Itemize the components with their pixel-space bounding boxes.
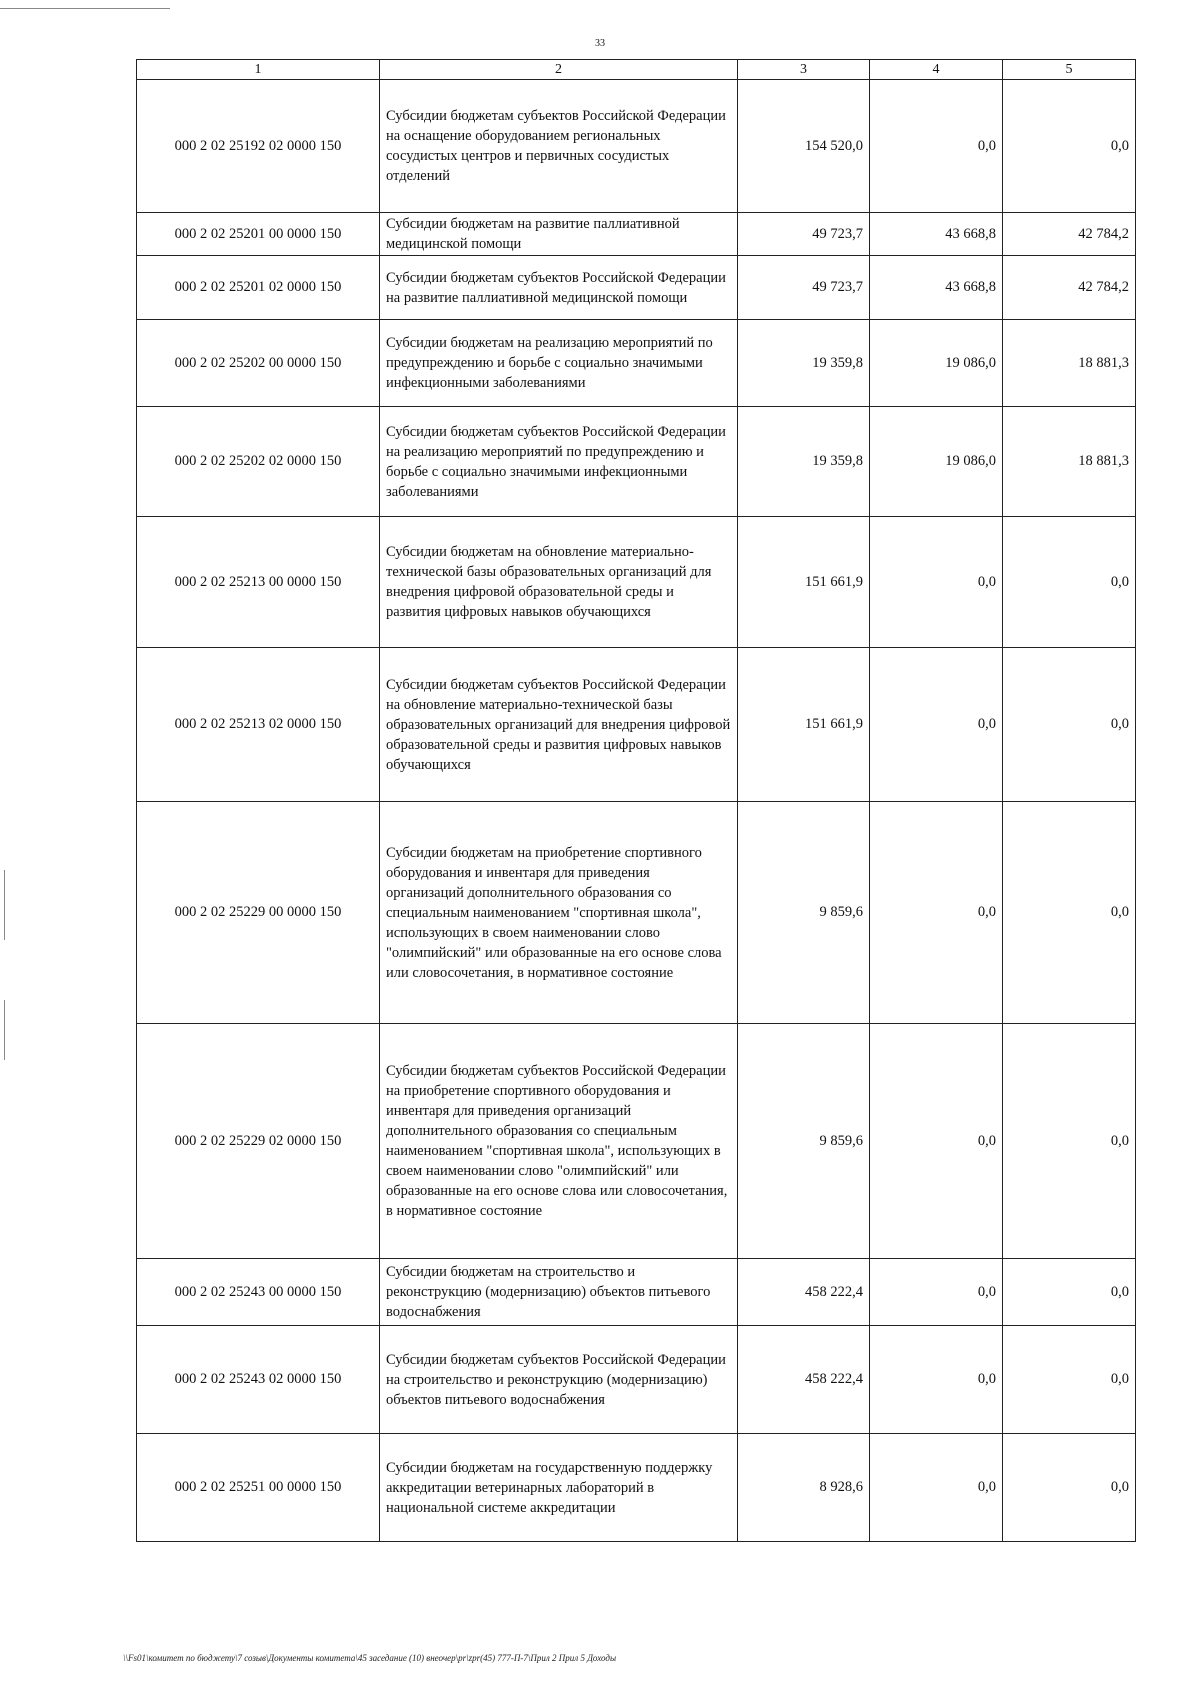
column-header: 4 (870, 60, 1003, 80)
value-col4: 0,0 (870, 1259, 1003, 1326)
budget-code: 000 2 02 25201 02 0000 150 (137, 256, 380, 320)
value-col5: 0,0 (1003, 80, 1136, 213)
value-col4: 0,0 (870, 1024, 1003, 1259)
value-col3: 49 723,7 (738, 256, 870, 320)
table-row (137, 213, 1136, 256)
value-col3: 9 859,6 (738, 802, 870, 1024)
value-col3: 458 222,4 (738, 1259, 870, 1326)
table-row (137, 1024, 1136, 1259)
column-header: 3 (738, 60, 870, 80)
table-row (137, 320, 1136, 407)
value-col4: 43 668,8 (870, 256, 1003, 320)
column-header: 5 (1003, 60, 1136, 80)
budget-code: 000 2 02 25202 00 0000 150 (137, 320, 380, 407)
budget-code: 000 2 02 25201 00 0000 150 (137, 213, 380, 256)
value-col5: 0,0 (1003, 802, 1136, 1024)
budget-code: 000 2 02 25229 00 0000 150 (137, 802, 380, 1024)
value-col3: 154 520,0 (738, 80, 870, 213)
table-row (137, 648, 1136, 802)
footer-file-path: \\Fs01\комитет по бюджету\7 созыв\Документы комитета\45 заседание (10) внеочер\pr\zpr(45) 777-П-7\Прил 2 Прил 5 Доходы (123, 1653, 617, 1663)
table-row (137, 407, 1136, 517)
revenue-description: Субсидии бюджетам субъектов Российской Федерации на реализацию мероприятий по предупреждению и борьбе с социально значимыми инфекционными заболеваниями (380, 407, 738, 517)
budget-code: 000 2 02 25192 02 0000 150 (137, 80, 380, 213)
value-col5: 0,0 (1003, 1259, 1136, 1326)
revenue-description: Субсидии бюджетам на развитие паллиативной медицинской помощи (380, 213, 738, 256)
value-col5: 18 881,3 (1003, 320, 1136, 407)
revenue-description: Субсидии бюджетам на обновление материально-технической базы образовательных организаций для внедрения цифровой образовательной среды и развития цифровых навыков обучающихся (380, 517, 738, 648)
scan-artifact (4, 870, 5, 940)
value-col5: 0,0 (1003, 648, 1136, 802)
value-col3: 9 859,6 (738, 1024, 870, 1259)
value-col4: 0,0 (870, 1326, 1003, 1434)
budget-code: 000 2 02 25213 00 0000 150 (137, 517, 380, 648)
budget-code: 000 2 02 25243 02 0000 150 (137, 1326, 380, 1434)
value-col5: 0,0 (1003, 1024, 1136, 1259)
budget-code: 000 2 02 25202 02 0000 150 (137, 407, 380, 517)
table-row (137, 1326, 1136, 1434)
value-col3: 458 222,4 (738, 1326, 870, 1434)
value-col4: 0,0 (870, 648, 1003, 802)
revenue-description: Субсидии бюджетам на строительство и реконструкцию (модернизацию) объектов питьевого водоснабжения (380, 1259, 738, 1326)
table-row (137, 1434, 1136, 1542)
revenue-description: Субсидии бюджетам на реализацию мероприятий по предупреждению и борьбе с социально значимыми инфекционными заболеваниями (380, 320, 738, 407)
value-col4: 0,0 (870, 80, 1003, 213)
value-col5: 0,0 (1003, 1434, 1136, 1542)
revenue-description: Субсидии бюджетам субъектов Российской Федерации на строительство и реконструкцию (модернизацию) объектов питьевого водоснабжения (380, 1326, 738, 1434)
scan-artifact (4, 1000, 5, 1060)
table-row (137, 256, 1136, 320)
value-col5: 0,0 (1003, 517, 1136, 648)
value-col4: 0,0 (870, 1434, 1003, 1542)
table-header-row (137, 60, 1136, 80)
value-col4: 43 668,8 (870, 213, 1003, 256)
column-header: 2 (380, 60, 738, 80)
revenue-table (136, 59, 1136, 1542)
value-col3: 19 359,8 (738, 320, 870, 407)
value-col3: 151 661,9 (738, 517, 870, 648)
budget-code: 000 2 02 25243 00 0000 150 (137, 1259, 380, 1326)
value-col3: 151 661,9 (738, 648, 870, 802)
value-col4: 19 086,0 (870, 407, 1003, 517)
revenue-description: Субсидии бюджетам на приобретение спортивного оборудования и инвентаря для приведения организаций дополнительного образования со специальным наименованием "спортивная школа", использующих в своем наименовании слово "олимпийский" или образованные на его основе слова или словосочетания, в нормативное состояние (380, 802, 738, 1024)
budget-code: 000 2 02 25251 00 0000 150 (137, 1434, 380, 1542)
value-col4: 0,0 (870, 517, 1003, 648)
value-col4: 19 086,0 (870, 320, 1003, 407)
revenue-description: Субсидии бюджетам субъектов Российской Федерации на развитие паллиативной медицинской помощи (380, 256, 738, 320)
revenue-description: Субсидии бюджетам на государственную поддержку аккредитации ветеринарных лабораторий в национальной системе аккредитации (380, 1434, 738, 1542)
page-number: 33 (595, 38, 605, 49)
revenue-description: Субсидии бюджетам субъектов Российской Федерации на оснащение оборудованием региональных сосудистых центров и первичных сосудистых отделений (380, 80, 738, 213)
table-row (137, 517, 1136, 648)
value-col4: 0,0 (870, 802, 1003, 1024)
value-col5: 42 784,2 (1003, 213, 1136, 256)
scan-artifact (0, 8, 170, 9)
value-col5: 0,0 (1003, 1326, 1136, 1434)
budget-code: 000 2 02 25229 02 0000 150 (137, 1024, 380, 1259)
table-row (137, 80, 1136, 213)
value-col5: 42 784,2 (1003, 256, 1136, 320)
value-col3: 49 723,7 (738, 213, 870, 256)
revenue-description: Субсидии бюджетам субъектов Российской Федерации на приобретение спортивного оборудования и инвентаря для приведения организаций дополнительного образования со специальным наименованием "спортивная школа", использующих в своем наименовании слово "олимпийский" или образованные на его основе слова или словосочетания, в нормативное состояние (380, 1024, 738, 1259)
table-row (137, 802, 1136, 1024)
table-row (137, 1259, 1136, 1326)
column-header: 1 (137, 60, 380, 80)
budget-code: 000 2 02 25213 02 0000 150 (137, 648, 380, 802)
value-col5: 18 881,3 (1003, 407, 1136, 517)
value-col3: 8 928,6 (738, 1434, 870, 1542)
revenue-description: Субсидии бюджетам субъектов Российской Федерации на обновление материально-технической базы образовательных организаций для внедрения цифровой образовательной среды и развития цифровых навыков обучающихся (380, 648, 738, 802)
value-col3: 19 359,8 (738, 407, 870, 517)
